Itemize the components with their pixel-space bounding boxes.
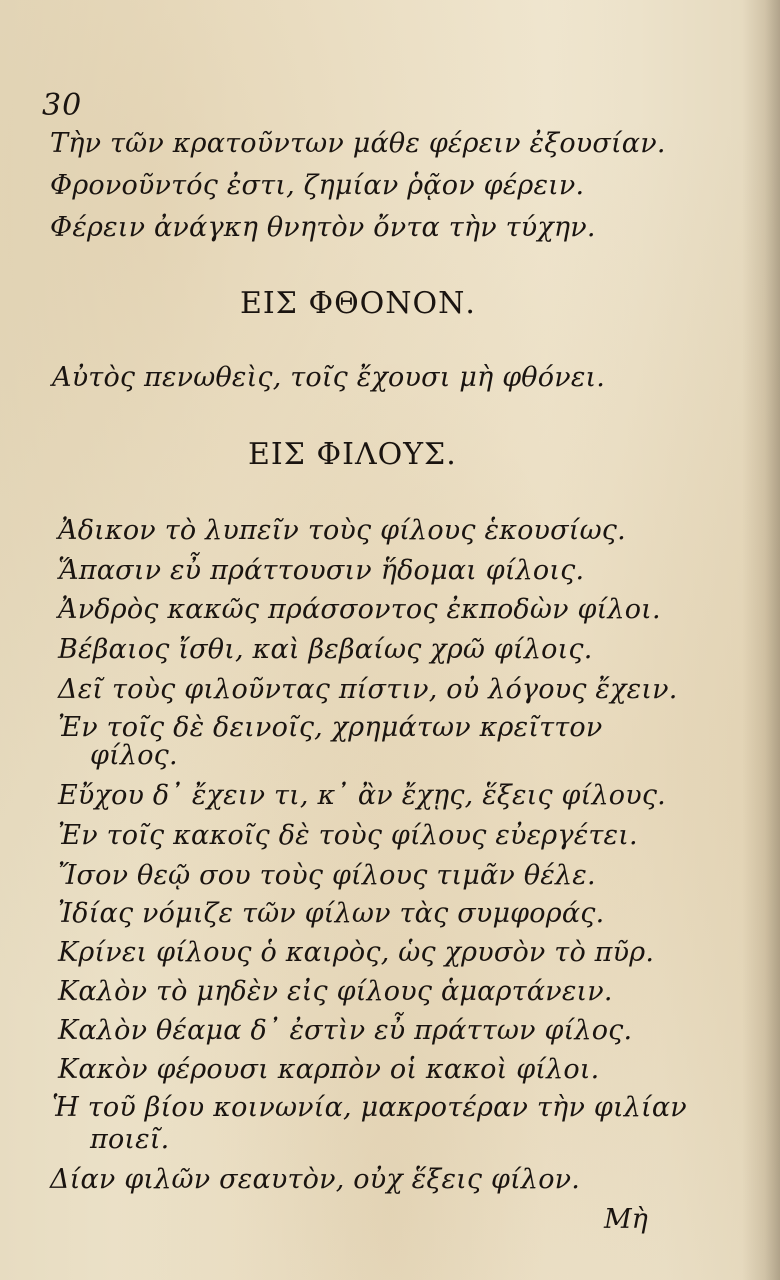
verse-line-continuation: φίλος. <box>90 740 178 771</box>
verse-line: Ἀνδρὸς κακῶς πράσσοντος ἐκποδὼν φίλοι. <box>58 594 661 625</box>
verse-line: Καλὸν θέαμα δ᾽ ἐστὶν εὖ πράττων φίλος. <box>58 1015 633 1046</box>
page-number: 30 <box>42 88 83 123</box>
verse-line: Ἀδικον τὸ λυπεῖν τοὺς φίλους ἑκουσίως. <box>58 515 626 546</box>
catchword: Μὴ <box>604 1204 648 1235</box>
verse-line: Φέρειν ἀνάγκη θνητὸν ὄντα τὴν τύχην. <box>50 212 596 243</box>
page-edge-shadow <box>742 0 780 1280</box>
verse-line-continuation: ποιεῖ. <box>90 1124 170 1155</box>
section-heading-phthonon: ΕΙΣ ΦΘΟΝΟΝ. <box>240 286 476 321</box>
verse-line: Αὐτὸς πενωθεὶς, τοῖς ἔχουσι μὴ φθόνει. <box>52 362 606 393</box>
verse-line: Ἅπασιν εὖ πράττουσιν ἥδομαι φίλοις. <box>58 555 585 586</box>
verse-line: Κρίνει φίλους ὁ καιρὸς, ὡς χρυσὸν τὸ πῦρ. <box>58 937 655 968</box>
verse-line: Ἐν τοῖς κακοῖς δὲ τοὺς φίλους εὐεργέτει. <box>58 820 638 851</box>
verse-line: Εὔχου δ᾽ ἔχειν τι, κ᾽ ἂν ἔχῃς, ἕξεις φίλους. <box>58 780 666 811</box>
verse-line: Δίαν φιλῶν σεαυτὸν, οὐχ ἕξεις φίλον. <box>50 1164 581 1195</box>
verse-line: Ἴσον θεῷ σου τοὺς φίλους τιμᾶν θέλε. <box>58 860 596 891</box>
verse-line: Βέβαιος ἴσθι, καὶ βεβαίως χρῶ φίλοις. <box>58 634 593 665</box>
verse-line: Ἡ τοῦ βίου κοινωνία, μακροτέραν τὴν φιλίαν <box>52 1092 687 1123</box>
section-heading-philous: ΕΙΣ ΦΙΛΟΥΣ. <box>248 437 457 472</box>
verse-line: Κακὸν φέρουσι καρπὸν οἱ κακοὶ φίλοι. <box>58 1054 600 1085</box>
verse-line: Φρονοῦντός ἐστι, ζημίαν ῥᾷον φέρειν. <box>50 170 585 201</box>
verse-line: Δεῖ τοὺς φιλοῦντας πίστιν, οὐ λόγους ἔχειν. <box>58 674 678 705</box>
verse-line: Ἰδίας νόμιζε τῶν φίλων τὰς συμφοράς. <box>58 898 605 929</box>
verse-line: Τὴν τῶν κρατοῦντων μάθε φέρειν ἐξουσίαν. <box>50 128 666 159</box>
verse-line: Καλὸν τὸ μηδὲν εἰς φίλους ἁμαρτάνειν. <box>58 976 613 1007</box>
verse-line: Ἐν τοῖς δὲ δεινοῖς, χρημάτων κρεῖττον <box>58 712 603 743</box>
